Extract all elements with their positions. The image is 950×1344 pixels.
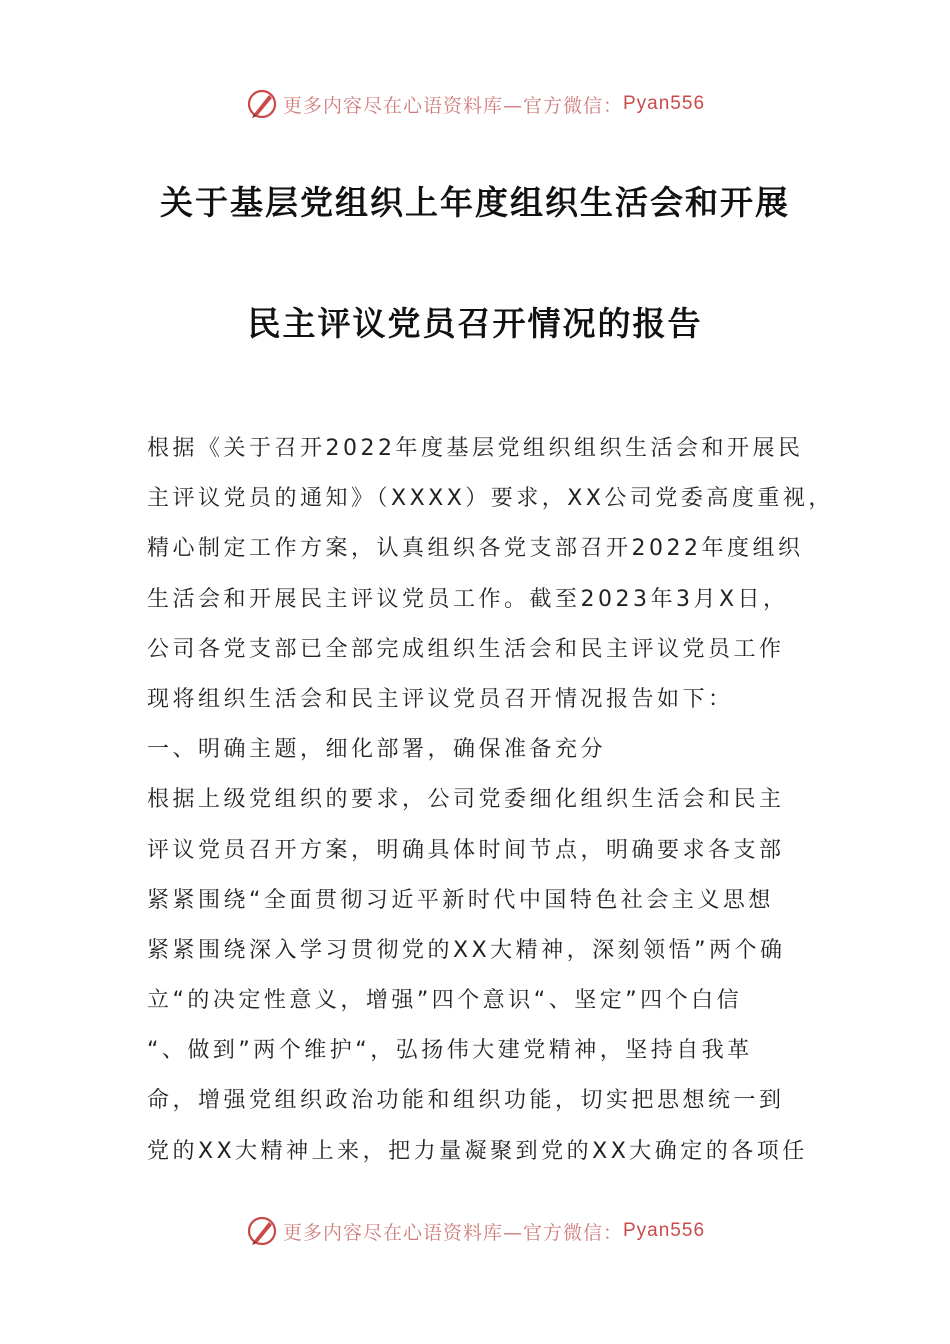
- body-line: 公司各党支部已全部完成组织生活会和民主评议党员工作: [147, 636, 785, 662]
- body-line: 生活会和开展民主评议党员工作。截至2023年3月X日，: [147, 586, 789, 612]
- body-line: 现将组织生活会和民主评议党员召开情况报告如下：: [147, 686, 734, 712]
- watermark-text: 更多内容尽在心语资料库—官方微信：: [282, 1221, 623, 1244]
- body-line: 根据《关于召开2022年度基层党组织组织生活会和开展民: [147, 436, 804, 461]
- pen-logo-icon: [245, 87, 279, 121]
- body-line: “、做到”两个维护“，弘扬伟大建党精神，坚持自我革: [147, 1038, 753, 1064]
- document-title-line-2: 民主评议党员召开情况的报告: [247, 304, 703, 343]
- document-body: [147, 424, 834, 1177]
- body-line: 紧紧围绕深入学习贯彻党的XX大精神，深刻领悟”两个确: [147, 937, 786, 963]
- watermark-brand: Pyan556: [623, 93, 706, 114]
- body-line: 立“的决定性意义，增强”四个意识“、坚定”四个白信: [147, 988, 743, 1014]
- body-line: 党的XX大精神上来，把力量凝聚到党的XX大确定的各项任: [147, 1138, 808, 1164]
- body-line: 紧紧围绕“全面贯彻习近平新时代中国特色社会主义思想: [147, 887, 774, 913]
- section-heading: 一、明确主题，细化部署，确保准备充分: [147, 737, 607, 763]
- document-title-line-1: 关于基层党组织上年度组织生活会和开展: [160, 183, 790, 222]
- pen-logo-icon: [245, 1214, 279, 1248]
- body-line: 评议党员召开方案，明确具体时间节点，明确要求各支部: [147, 837, 785, 863]
- body-line: 命，增强党组织政治功能和组织功能，切实把思想统一到: [147, 1088, 785, 1114]
- body-line: 根据上级党组织的要求，公司党委细化组织生活会和民主: [147, 787, 785, 813]
- body-line: 主评议党员的通知》（XXXX）要求，XX公司党委高度重视，: [147, 486, 834, 512]
- header-watermark: [0, 84, 950, 124]
- watermark-brand: Pyan556: [623, 1220, 706, 1241]
- footer-watermark: [0, 1211, 950, 1251]
- body-line: 精心制定工作方案，认真组织各党支部召开2022年度组织: [147, 536, 804, 562]
- watermark-text: 更多内容尽在心语资料库—官方微信：: [282, 94, 623, 117]
